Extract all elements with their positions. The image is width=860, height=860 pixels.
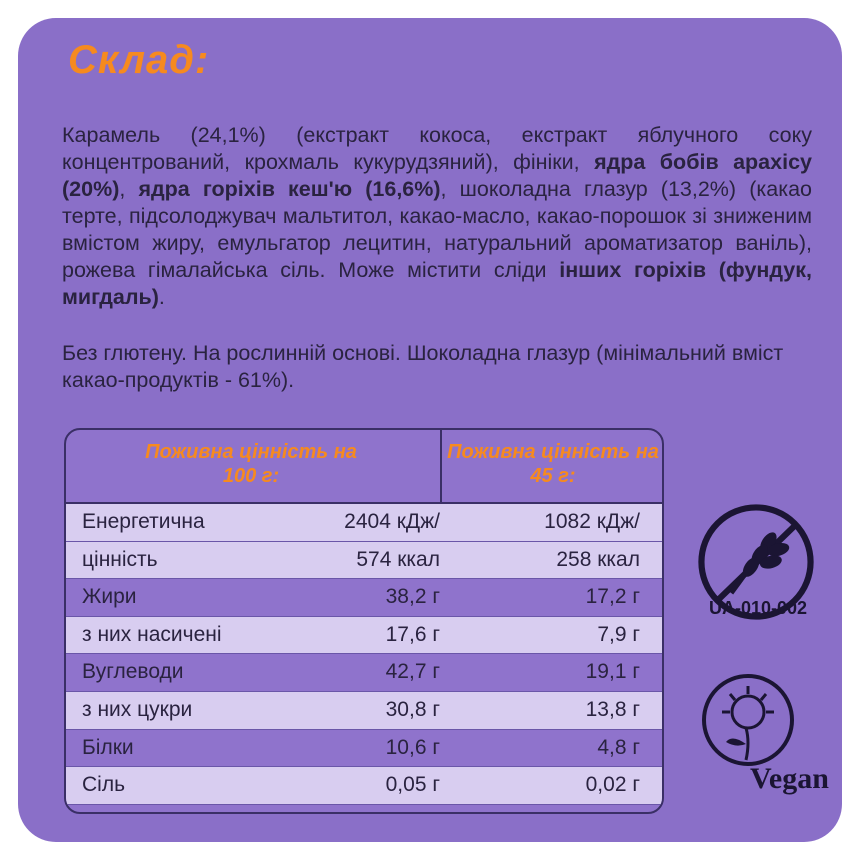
ingredients-allergen: ядра горіхів кеш'ю (16,6%): [138, 177, 441, 201]
nutrient-name: Енергетична: [82, 510, 205, 533]
table-row: [66, 654, 662, 692]
value-per-45g: 7,9 г: [597, 622, 640, 646]
vegan-icon: [688, 672, 838, 802]
ingredients-allergen: інших горіхів (фундук, мигдаль): [62, 258, 812, 309]
table-row: [66, 692, 662, 730]
table-row: [66, 504, 662, 542]
nutrient-name: Сіль: [82, 773, 126, 797]
table-row: [66, 579, 662, 617]
value-per-45g: 19,1 г: [585, 660, 640, 684]
header-per-45g: Поживна цінність на 45 г:: [447, 441, 659, 487]
ingredients-part: , шоколадна глазур (13,2%) (какао терте, підсолоджувач мальтитол, какао-масло, какао-порошок зі зниженим вмістом жиру, емульгатор лецитин, натуральний ароматизатор ваніль), рожева гімалайська сіль. Може містити сліди: [62, 177, 812, 282]
value-per-100g: 574 ккал: [356, 547, 440, 571]
value-per-45g: 17,2 г: [585, 585, 640, 609]
ingredients-part: ,: [119, 177, 139, 201]
nutrient-name: з них цукри: [82, 697, 193, 721]
gluten-free-code: UA-010-002: [708, 598, 808, 618]
value-per-100g: 17,6 г: [385, 622, 440, 646]
nutrition-card: [18, 18, 842, 842]
nutrition-table: [64, 428, 664, 814]
value-per-100g: 0,05 г: [385, 773, 440, 797]
table-row: [66, 730, 662, 768]
value-per-45g: 4,8 г: [597, 735, 640, 759]
value-per-100g: 38,2 г: [385, 585, 440, 609]
ingredients-text: [62, 122, 812, 311]
composition-title: Склад:: [68, 38, 210, 82]
nutrition-table-header: [66, 430, 662, 504]
nutrient-name: Вуглеводи: [82, 660, 184, 684]
product-note: Без глютену. На рослинній основі. Шоколадна глазур (мінімальний вміст какао-продуктів - 61%).: [62, 341, 784, 392]
value-per-100g: 42,7 г: [385, 660, 440, 684]
value-per-100g: 2404 кДж/: [344, 510, 440, 533]
header-divider: [440, 430, 442, 502]
ingredients-part: Карамель (24,1%) (екстракт кокоса, екстракт яблучного соку концентрований, крохмаль кукурудзяний), фініки,: [62, 123, 812, 174]
table-row: [66, 542, 662, 580]
value-per-45g: 13,8 г: [585, 697, 640, 721]
vegan-label: Vegan: [750, 762, 829, 795]
value-per-100g: 30,8 г: [385, 697, 440, 721]
value-per-45g: 258 ккал: [556, 547, 640, 571]
header-per-100g: Поживна цінність на 100 г:: [145, 441, 357, 487]
ingredients-part: .: [158, 285, 165, 309]
nutrient-name: Білки: [82, 735, 134, 759]
table-row: [66, 617, 662, 655]
value-per-45g: 0,02 г: [585, 773, 640, 797]
table-row: [66, 767, 662, 805]
value-per-45g: 1082 кДж/: [544, 510, 640, 533]
ingredients-allergen: ядра бобів арахісу (20%): [62, 150, 812, 201]
nutrient-name: з них насичені: [82, 622, 222, 646]
nutrient-name: цінність: [82, 547, 158, 571]
nutrient-name: Жири: [82, 585, 137, 609]
value-per-100g: 10,6 г: [385, 735, 440, 759]
